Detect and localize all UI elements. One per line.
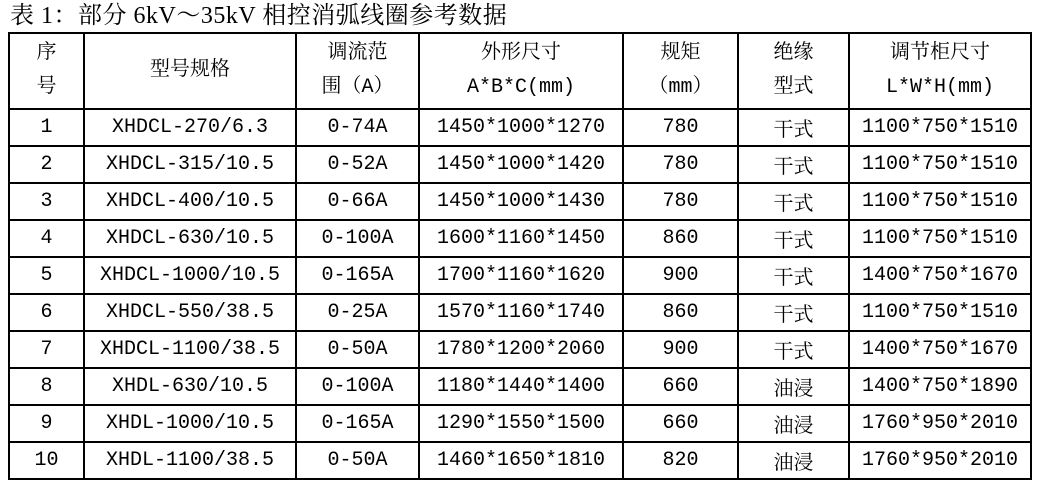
cell-model: XHDL-1000/10.5	[84, 405, 296, 442]
cell-gauge: 780	[623, 183, 738, 220]
cell-model: XHDL-1100/38.5	[84, 442, 296, 479]
table-row	[9, 405, 1031, 442]
cell-outline-size: 1570*1160*1740	[419, 294, 623, 331]
header-gauge-line1: 规矩	[660, 42, 701, 65]
cell-model: XHDCL-1000/10.5	[84, 257, 296, 294]
cell-outline-size: 1450*1000*1270	[419, 109, 623, 146]
cell-gauge: 660	[623, 405, 738, 442]
header-current-range-line2: 围（A）	[321, 76, 394, 99]
header-insulation	[738, 33, 849, 109]
table-row	[9, 368, 1031, 405]
cell-cabinet-size: 1400*750*1670	[849, 331, 1031, 368]
header-cabinet-size	[849, 33, 1031, 109]
cell-outline-size: 1450*1000*1430	[419, 183, 623, 220]
cell-insulation: 干式	[738, 146, 849, 183]
table-row	[9, 146, 1031, 183]
cell-current-range: 0-100A	[296, 368, 419, 405]
header-current-range-line1: 调流范	[327, 42, 388, 65]
cell-insulation: 干式	[738, 331, 849, 368]
cell-current-range: 0-100A	[296, 220, 419, 257]
cell-cabinet-size: 1100*750*1510	[849, 146, 1031, 183]
header-row	[9, 33, 1031, 109]
cell-model: XHDL-630/10.5	[84, 368, 296, 405]
cell-cabinet-size: 1100*750*1510	[849, 294, 1031, 331]
cell-serial: 10	[9, 442, 84, 479]
header-gauge-line2: （mm）	[648, 76, 713, 99]
cell-gauge: 860	[623, 220, 738, 257]
cell-gauge: 820	[623, 442, 738, 479]
cell-cabinet-size: 1400*750*1890	[849, 368, 1031, 405]
header-serial	[9, 33, 84, 109]
table-row	[9, 442, 1031, 479]
cell-gauge: 900	[623, 331, 738, 368]
header-serial-line2: 号	[36, 76, 57, 99]
cell-insulation: 干式	[738, 257, 849, 294]
cell-cabinet-size: 1400*750*1670	[849, 257, 1031, 294]
cell-gauge: 660	[623, 368, 738, 405]
table-row	[9, 294, 1031, 331]
header-current-range	[296, 33, 419, 109]
page-title: 表 1：部分 6kV～35kV 相控消弧线圈参考数据	[10, 3, 508, 29]
cell-serial: 9	[9, 405, 84, 442]
cell-cabinet-size: 1100*750*1510	[849, 109, 1031, 146]
table-row	[9, 220, 1031, 257]
cell-current-range: 0-165A	[296, 405, 419, 442]
cell-outline-size: 1450*1000*1420	[419, 146, 623, 183]
header-cabinet-size-line2: L*W*H(mm)	[885, 76, 995, 99]
table-row	[9, 183, 1031, 220]
cell-serial: 2	[9, 146, 84, 183]
cell-outline-size: 1290*1550*1500	[419, 405, 623, 442]
cell-outline-size: 1460*1650*1810	[419, 442, 623, 479]
cell-gauge: 780	[623, 109, 738, 146]
cell-cabinet-size: 1760*950*2010	[849, 405, 1031, 442]
cell-serial: 8	[9, 368, 84, 405]
cell-insulation: 干式	[738, 183, 849, 220]
header-model-line1: 型号规格	[150, 59, 230, 82]
cell-serial: 5	[9, 257, 84, 294]
cell-outline-size: 1180*1440*1400	[419, 368, 623, 405]
header-insulation-line2: 型式	[773, 76, 814, 99]
header-serial-line1: 序	[36, 42, 57, 65]
cell-gauge: 860	[623, 294, 738, 331]
cell-insulation: 油浸	[738, 405, 849, 442]
header-outline-size	[419, 33, 623, 109]
cell-serial: 7	[9, 331, 84, 368]
cell-insulation: 干式	[738, 220, 849, 257]
cell-outline-size: 1600*1160*1450	[419, 220, 623, 257]
cell-model: XHDCL-315/10.5	[84, 146, 296, 183]
header-model	[84, 33, 296, 109]
table-row	[9, 331, 1031, 368]
header-gauge	[623, 33, 738, 109]
cell-current-range: 0-25A	[296, 294, 419, 331]
cell-model: XHDCL-630/10.5	[84, 220, 296, 257]
cell-outline-size: 1780*1200*2060	[419, 331, 623, 368]
cell-cabinet-size: 1760*950*2010	[849, 442, 1031, 479]
cell-current-range: 0-74A	[296, 109, 419, 146]
cell-serial: 6	[9, 294, 84, 331]
cell-current-range: 0-50A	[296, 331, 419, 368]
cell-gauge: 900	[623, 257, 738, 294]
spec-table	[8, 32, 1032, 480]
cell-insulation: 油浸	[738, 368, 849, 405]
cell-model: XHDCL-400/10.5	[84, 183, 296, 220]
header-outline-size-line1: 外形尺寸	[481, 42, 561, 65]
cell-model: XHDCL-270/6.3	[84, 109, 296, 146]
cell-current-range: 0-66A	[296, 183, 419, 220]
cell-insulation: 干式	[738, 109, 849, 146]
header-insulation-line1: 绝缘	[773, 42, 814, 65]
cell-outline-size: 1700*1160*1620	[419, 257, 623, 294]
cell-insulation: 油浸	[738, 442, 849, 479]
table-row	[9, 257, 1031, 294]
header-outline-size-line2: A*B*C(mm)	[466, 76, 576, 99]
cell-current-range: 0-50A	[296, 442, 419, 479]
table-row	[9, 109, 1031, 146]
cell-current-range: 0-165A	[296, 257, 419, 294]
cell-serial: 4	[9, 220, 84, 257]
cell-cabinet-size: 1100*750*1510	[849, 183, 1031, 220]
cell-serial: 1	[9, 109, 84, 146]
cell-model: XHDCL-1100/38.5	[84, 331, 296, 368]
cell-current-range: 0-52A	[296, 146, 419, 183]
cell-gauge: 780	[623, 146, 738, 183]
cell-serial: 3	[9, 183, 84, 220]
cell-cabinet-size: 1100*750*1510	[849, 220, 1031, 257]
header-cabinet-size-line1: 调节柜尺寸	[890, 42, 990, 65]
cell-model: XHDCL-550/38.5	[84, 294, 296, 331]
cell-insulation: 干式	[738, 294, 849, 331]
